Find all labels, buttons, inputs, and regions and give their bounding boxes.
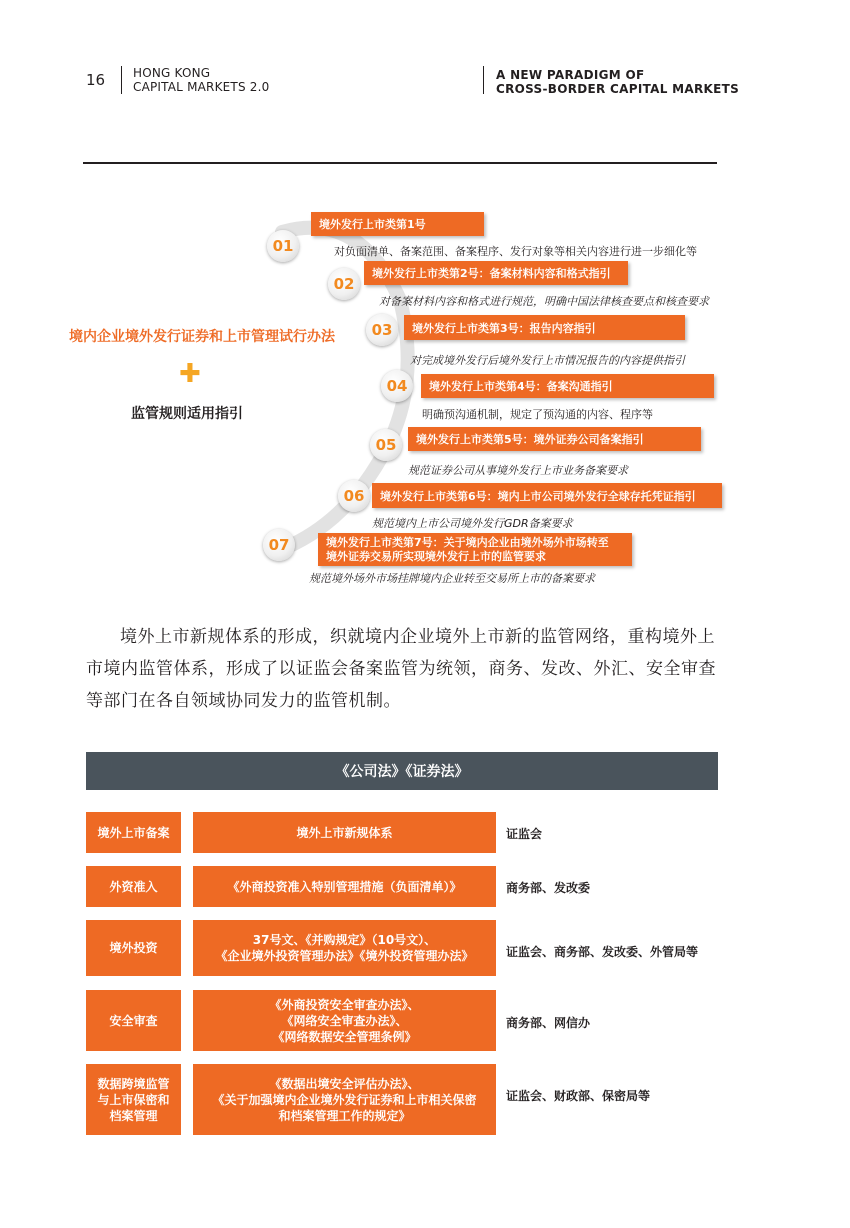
table-rules-line: 和档案管理工作的规定》 — [278, 1108, 411, 1123]
table-header: 《公司法》《证券法》 — [86, 752, 718, 790]
table-depts: 证监会 — [506, 827, 543, 841]
guideline-title — [318, 533, 632, 566]
guideline-title: 境外发行上市类第4号：备案沟通指引 — [421, 374, 714, 398]
step-badge: 05 — [370, 429, 402, 461]
page-number: 16 — [86, 71, 106, 89]
table-rules-line: 《网络数据安全管理条例》 — [272, 1029, 417, 1044]
guideline-desc: 对负面清单、备案范围、备案程序、发行对象等相关内容进行进一步细化等 — [334, 245, 697, 258]
section-title-line2: CROSS-BORDER CAPITAL MARKETS — [496, 82, 740, 96]
guideline-title: 境外发行上市类第5号：境外证券公司备案指引 — [408, 427, 701, 451]
table-rules-line: 37号文、《并购规定》（10号文）、 — [252, 933, 437, 947]
guideline-title-line2: 境外证券交易所实现境外发行上市的监管要求 — [326, 549, 546, 563]
diagram-title-sub: 监管规则适用指引 — [131, 406, 243, 422]
guidelines-diagram — [0, 0, 850, 600]
step-badge: 04 — [381, 370, 413, 402]
table-rules: 境外上市新规体系 — [193, 812, 496, 853]
table-depts: 证监会、财政部、保密局等 — [506, 1089, 651, 1103]
table-rules-line: 《关于加强境内企业境外发行证券和上市相关保密 — [212, 1092, 477, 1107]
body-paragraph: 境外上市新规体系的形成，织就境内企业境外上市新的监管网络，重构境外上市境内监管体系，形成了以证监会备案监管为统领，商务、发改、外汇、安全审查等部门在各自领域协同发力的监管机制。 — [86, 627, 716, 711]
guideline-desc: 规范境内上市公司境外发行GDR备案要求 — [372, 517, 573, 530]
publication-title-line2: CAPITAL MARKETS 2.0 — [133, 80, 270, 94]
table-rules-line: 《网络安全审查办法》、 — [281, 1013, 408, 1028]
plus-icon: ✚ — [179, 359, 201, 389]
section-title-line1: A NEW PARADIGM OF — [496, 68, 645, 82]
table-category: 外资准入 — [86, 866, 181, 907]
table-rules — [193, 1064, 496, 1135]
table-category: 境外上市备案 — [86, 812, 181, 853]
table-depts: 证监会、商务部、发改委、外管局等 — [506, 945, 699, 959]
publication-title-line1: HONG KONG — [133, 66, 211, 80]
table-depts: 商务部、网信办 — [506, 1016, 591, 1030]
guideline-desc: 对完成境外发行后境外发行上市情况报告的内容提供指引 — [410, 354, 685, 367]
table-category: 境外投资 — [86, 920, 181, 976]
table-category: 安全审查 — [86, 990, 181, 1051]
guideline-desc: 对备案材料内容和格式进行规范，明确中国法律核查要点和核查要求 — [379, 295, 709, 308]
table-rules: 《外商投资准入特别管理措施（负面清单）》 — [193, 866, 496, 907]
table-rules-line: 《企业境外投资管理办法》《境外投资管理办法》 — [215, 949, 474, 963]
step-badge: 01 — [267, 230, 299, 262]
table-rules-line: 《数据出境安全评估办法》、 — [269, 1076, 420, 1091]
guideline-desc: 规范证券公司从事境外发行上市业务备案要求 — [408, 464, 628, 477]
table-rules-line: 《外商投资安全审查办法》、 — [269, 997, 420, 1012]
guideline-title: 境外发行上市类第2号：备案材料内容和格式指引 — [364, 261, 628, 285]
table-category — [86, 1064, 181, 1135]
guideline-desc: 明确预沟通机制，规定了预沟通的内容、程序等 — [422, 408, 653, 421]
table-rules — [193, 920, 496, 976]
step-badge: 03 — [366, 314, 398, 346]
step-badge: 02 — [328, 268, 360, 300]
table-category-line: 档案管理 — [109, 1108, 158, 1123]
table-rules — [193, 990, 496, 1051]
guideline-title: 境外发行上市类第1号 — [311, 212, 484, 236]
diagram-title-main: 境内企业境外发行证券和上市管理试行办法 — [69, 329, 335, 345]
table-depts: 商务部、发改委 — [506, 881, 591, 895]
guideline-title-line1: 境外发行上市类第7号：关于境内企业由境外场外市场转至 — [326, 535, 609, 549]
table-category-line: 数据跨境监管 — [97, 1076, 170, 1091]
guideline-title: 境外发行上市类第3号：报告内容指引 — [404, 315, 685, 340]
step-badge: 06 — [338, 480, 370, 512]
guideline-title: 境外发行上市类第6号：境内上市公司境外发行全球存托凭证指引 — [372, 483, 722, 508]
guideline-desc: 规范境外场外市场挂牌境内企业转至交易所上市的备案要求 — [309, 572, 595, 585]
step-badge: 07 — [263, 529, 295, 561]
table-category-line: 与上市保密和 — [97, 1092, 170, 1107]
